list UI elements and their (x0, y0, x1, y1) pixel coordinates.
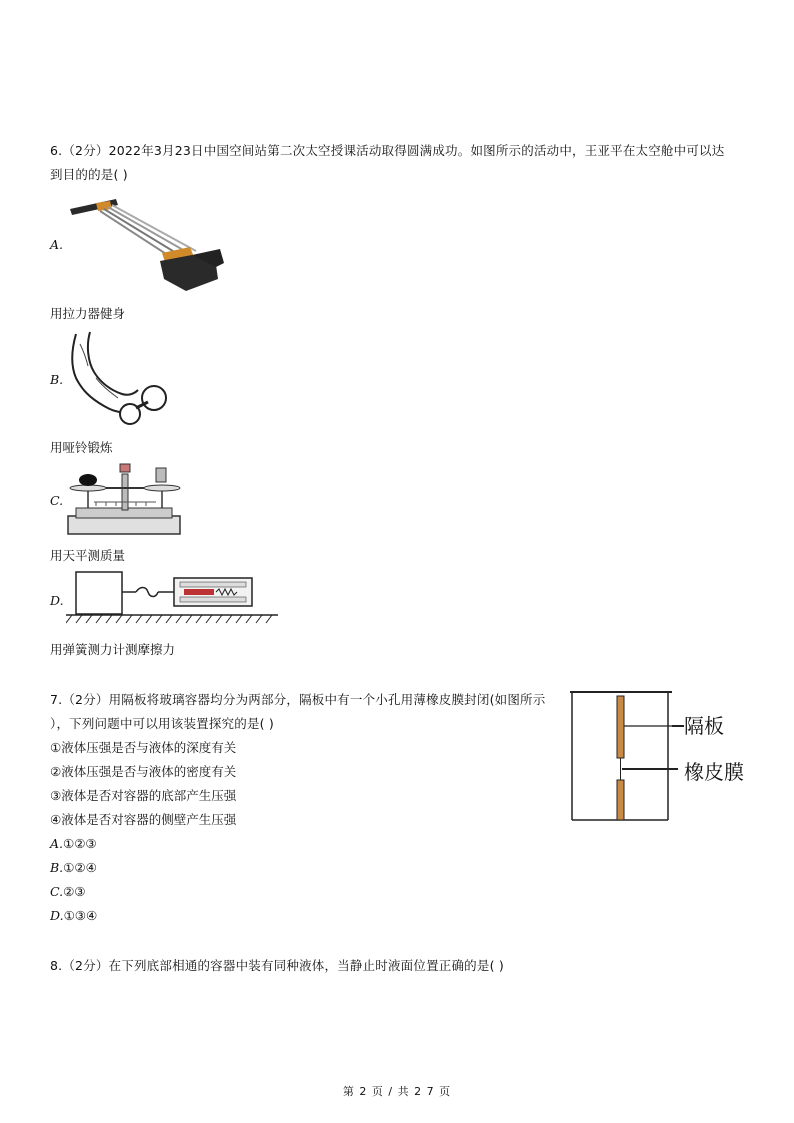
q7-choice-d-text: ①③④ (63, 908, 98, 923)
q6-option-c-caption: 用天平测质量 (50, 548, 126, 563)
q7-choice-a[interactable] (50, 832, 97, 856)
q6-stem-line2: 到目的的是( ) (50, 167, 128, 182)
q7-choice-b[interactable] (50, 856, 97, 880)
q7-container-figure (570, 690, 672, 822)
q6-option-d-caption: 用弹簧测力计测摩擦力 (50, 642, 176, 657)
spring-scale-block-icon (66, 568, 278, 626)
q7-choice-c-letter: C. (50, 884, 64, 899)
q6-option-a-caption: 用拉力器健身 (50, 306, 126, 321)
q8-stem-line1: 8.（2分）在下列底部相通的容器中装有同种液体，当静止时液面位置正确的是( ) (50, 958, 504, 973)
q6-option-d-letter: D. (50, 593, 64, 608)
balance-scale-icon (66, 458, 182, 538)
q6-option-c-letter: C. (50, 493, 64, 508)
q7-choice-c[interactable] (50, 880, 86, 904)
page-footer: 第 2 页 / 共 2 7 页 (342, 1085, 452, 1098)
q7-choice-b-letter: B. (50, 860, 64, 875)
q6-stem-line1: 6.（2分）2022年3月23日中国空间站第二次太空授课活动取得圆满成功。如图所示的活动中，王亚平在太空舱中可以达 (50, 143, 725, 158)
q7-statement-1: ①液体压强是否与液体的深度有关 (50, 740, 237, 755)
q7-choice-d-letter: D. (50, 908, 64, 923)
q7-statement-4: ④液体是否对容器的侧壁产生压强 (50, 812, 237, 827)
q7-label-partition: 隔板 (684, 714, 724, 738)
q7-membrane-leader (622, 768, 678, 770)
q6-option-a-letter: A. (50, 237, 64, 252)
q7-statement-2: ②液体压强是否与液体的密度有关 (50, 764, 237, 779)
q6-option-b-letter: B. (50, 372, 64, 387)
q7-choice-d[interactable] (50, 904, 97, 928)
q7-stem-line2: ），下列问题中可以用该装置探究的是( ) (50, 716, 274, 731)
q7-choice-a-letter: A. (50, 836, 64, 851)
q6-option-b-caption: 用哑铃锻炼 (50, 440, 113, 455)
chest-expander-icon (66, 195, 226, 295)
q7-choice-b-text: ①②④ (63, 860, 97, 875)
q7-statement-3: ③液体是否对容器的底部产生压强 (50, 788, 237, 803)
q7-choice-a-text: ①②③ (63, 836, 97, 851)
dumbbell-arm-icon (66, 328, 176, 428)
q7-label-membrane: 橡皮膜 (684, 760, 744, 784)
q7-partition-leader (672, 725, 684, 727)
q7-stem-line1: 7.（2分）用隔板将玻璃容器均分为两部分，隔板中有一个小孔用薄橡皮膜封闭(如图所示 (50, 692, 546, 707)
q7-choice-c-text: ②③ (63, 884, 86, 899)
